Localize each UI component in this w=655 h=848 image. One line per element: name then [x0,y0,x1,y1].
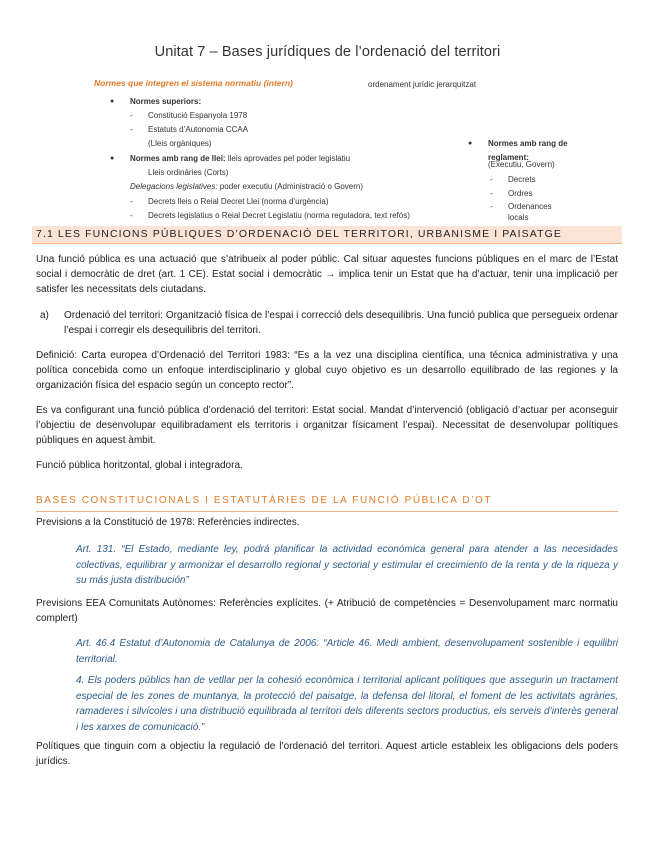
llei-item: - Decrets legislatius o Reial Decret Legislatiu (norma reguladora, text refós) [148,209,410,223]
section-divider [36,511,618,512]
section-71-title: 7.1 LES FUNCIONS PÚBLIQUES D’ORDENACIÓ DEL TERRITORI, URBANISME I PAISATGE [36,228,562,240]
page-title: Unitat 7 – Bases jurídiques de l’ordenació del territori [154,44,501,60]
reglament-item: - Decrets [508,173,536,187]
section-71-heading [32,226,622,244]
delegacions-desc: poder executiu (Administració o Govern) [219,182,364,191]
figure-side-label: ordenament jurídic jerarquitzat [368,80,477,89]
reglament-item: - Ordres [508,187,532,201]
section-bases-heading: BASES CONSTITUCIONALS I ESTATUTÀRIES DE LA FUNCIÓ PÚBLICA D’OT [36,495,493,506]
llei-item: - Decrets lleis o Reial Decret Llei (norma d’urgència) [148,195,329,209]
llei-desc: lleis aprovades pel poder legislatiu [227,154,351,163]
figure-heading: Normes que integren el sistema normatiu (intern) [94,78,293,88]
paragraph-politiques: Polítiques que tinguin com a objectiu la regulació de l’ordenació del territori. Aquest article estableix les obligacions dels poders jurídics. [36,741,618,767]
reglament-label: Normes amb rang de reglament: [488,139,568,162]
paragraph-funcio-horitzontal: Funció pública horitzontal, global i integradora. [36,460,243,471]
paragraph-constitucio: Previsions a la Constitució de 1978: Referències indirectes. [36,517,300,528]
paragraph-funcio-publica: Una funció pública es una actuació que s’atribueix al poder públic. Cal situar aquestes funcions públiques en el marc de l’Estat social i democràtic de dret (art. 1 CE). Estat social i democràtic → implica tenir un Estat que ha d’actuar, tenir una implicació per satisfer les necessitats dels ciutadans. [36,254,618,295]
superior-item: - Estatuts d’Autonomia CCAA [148,123,248,137]
quote-art-131: Art. 131. “El Estado, mediante ley, podrá planificar la actividad económica general para atender a las necesidades colectivas, equilibrar y armonizar el desarrollo regional y sectorial y estimular el crecimiento de la renta y de la riqueza y su más justa distribución” [76,544,618,586]
reglament-desc: (Executiu, Govern) [488,160,555,169]
paragraph-configuracio: Es va configurant una funció pública d’ordenació del territori: Estat social. Mandat d’intervenció (obligació d’actuar per aconseguir l’objectiu de desenvolupar equilibradament els territoris i organitzar físicament l’espai). Necessitat de desenvolupar polítiques públiques en aquest àmbit. [36,405,618,446]
list-marker-a: a) [40,310,49,321]
llei-ordinaries: Lleis ordinàries (Corts) [148,168,229,177]
quote-art-46-4: 4. Els poders públics han de vetllar per la cohesió econòmica i territorial aplicant polítiques que assegurin un tractament especial de les zones de muntanya, la protecció del paisatge, la defensa del litoral, el foment de les activitats agràries, ramaderes i silvícoles i una distribució equilibrada al territori dels diferents sectors productius, els serveis d’interès general i les xarxes de comunicació.” [76,675,618,733]
superior-item: (Lleis orgàniques) [148,139,212,148]
llei-label: Normes amb rang de llei: [130,154,226,163]
quote-art-46: Art. 46.4 Estatut d’Autonomia de Catalunya de 2006: “Article 46. Medi ambient, desenvolupament sostenible i equilibri territorial. [76,638,618,665]
list-item-a: Ordenació del territori: Organització física de l’espai i correcció dels desequilibris. Una funció publica que persegueix ordenar l’espai i corregir els desequilibris del territori. [64,310,618,336]
superior-item: - Constitució Espanyola 1978 [148,109,247,123]
paragraph-eea: Previsions EEA Comunitats Autònomes: Referències explícites. (+ Atribució de competències = Desenvolupament marc normatiu complert) [36,598,618,624]
paragraph-definicio: Definició: Carta europea d’Ordenació del Territori 1983: “Es a la vez una disciplina científica, una técnica administrativa y una política concebida como un enfoque interdisciplinario y global cuyo objetivo es un desarrollo equilibrado de las regiones y la organización física del espacio según un concepto rector”. [36,350,618,391]
norms-figure [0,0,655,230]
reglament-item: - Ordenances locals [508,201,568,223]
delegacions-label: Delegacions legislatives: [130,182,218,191]
superior-label: Normes superiors: [130,97,202,106]
